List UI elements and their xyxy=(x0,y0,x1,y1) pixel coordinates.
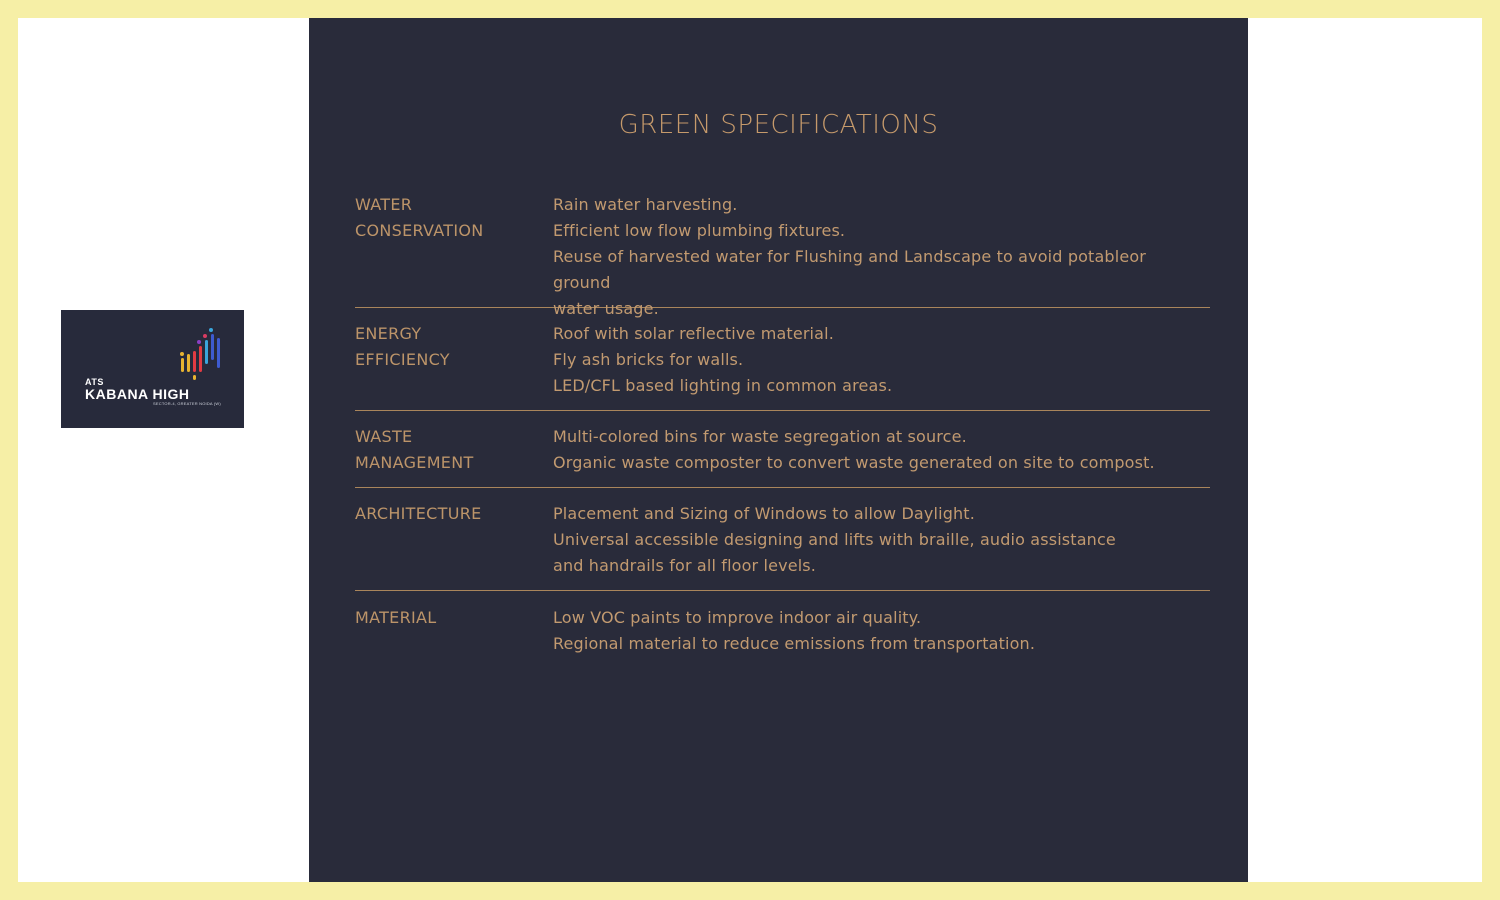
page-title: GREEN SPECIFICATIONS xyxy=(618,110,939,140)
section-label xyxy=(355,605,545,631)
spec-item: Regional material to reduce emissions from transportation. xyxy=(553,634,1036,653)
section-label-line: MANAGEMENT xyxy=(355,453,474,472)
section-label xyxy=(355,192,545,244)
logo-text-ats: ATS xyxy=(85,377,104,387)
spec-item: Organic waste composter to convert waste generated on site to compost. xyxy=(553,453,1155,472)
section-architecture xyxy=(355,501,1210,591)
section-label-line: CONSERVATION xyxy=(355,221,484,240)
logo-bars-graphic xyxy=(61,310,244,428)
spec-item: Low VOC paints to improve indoor air quality. xyxy=(553,608,922,627)
section-label-line: WATER xyxy=(355,195,413,214)
logo-text-kabana-high: KABANA HIGH xyxy=(85,386,190,402)
spec-item: Efficient low flow plumbing fixtures. xyxy=(553,221,846,240)
spec-item: water usage. xyxy=(553,299,659,318)
section-label-line: ARCHITECTURE xyxy=(355,504,482,523)
section-items xyxy=(553,321,1203,399)
spec-item: Rain water harvesting. xyxy=(553,195,738,214)
section-label xyxy=(355,424,545,476)
section-label xyxy=(355,501,545,527)
spec-item: LED/CFL based lighting in common areas. xyxy=(553,376,893,395)
kabana-high-logo xyxy=(61,310,244,428)
section-material xyxy=(355,605,1210,665)
spec-item: and handrails for all floor levels. xyxy=(553,556,817,575)
spec-item: Fly ash bricks for walls. xyxy=(553,350,744,369)
spec-item: Multi-colored bins for waste segregation at source. xyxy=(553,427,967,446)
spec-item: Reuse of harvested water for Flushing and Landscape to avoid potableor ground xyxy=(553,247,1146,292)
section-water-conservation xyxy=(355,192,1210,318)
section-label-line: ENERGY xyxy=(355,324,422,343)
section-label-line: EFFICIENCY xyxy=(355,350,450,369)
spec-item: Placement and Sizing of Windows to allow Daylight. xyxy=(553,504,975,523)
section-label-line: MATERIAL xyxy=(355,608,437,627)
section-energy-efficiency xyxy=(355,321,1210,411)
section-items xyxy=(553,605,1203,657)
spec-item: Universal accessible designing and lifts with braille, audio assistance xyxy=(553,530,1116,549)
section-items xyxy=(553,501,1203,579)
logo-text-location: SECTOR-4, GREATER NOIDA (W) xyxy=(153,401,221,406)
section-items xyxy=(553,192,1203,322)
section-label-line: WASTE xyxy=(355,427,413,446)
spec-item: Roof with solar reflective material. xyxy=(553,324,834,343)
section-label xyxy=(355,321,545,373)
section-waste-management xyxy=(355,424,1210,488)
green-specifications-panel xyxy=(309,18,1248,882)
section-items xyxy=(553,424,1203,476)
